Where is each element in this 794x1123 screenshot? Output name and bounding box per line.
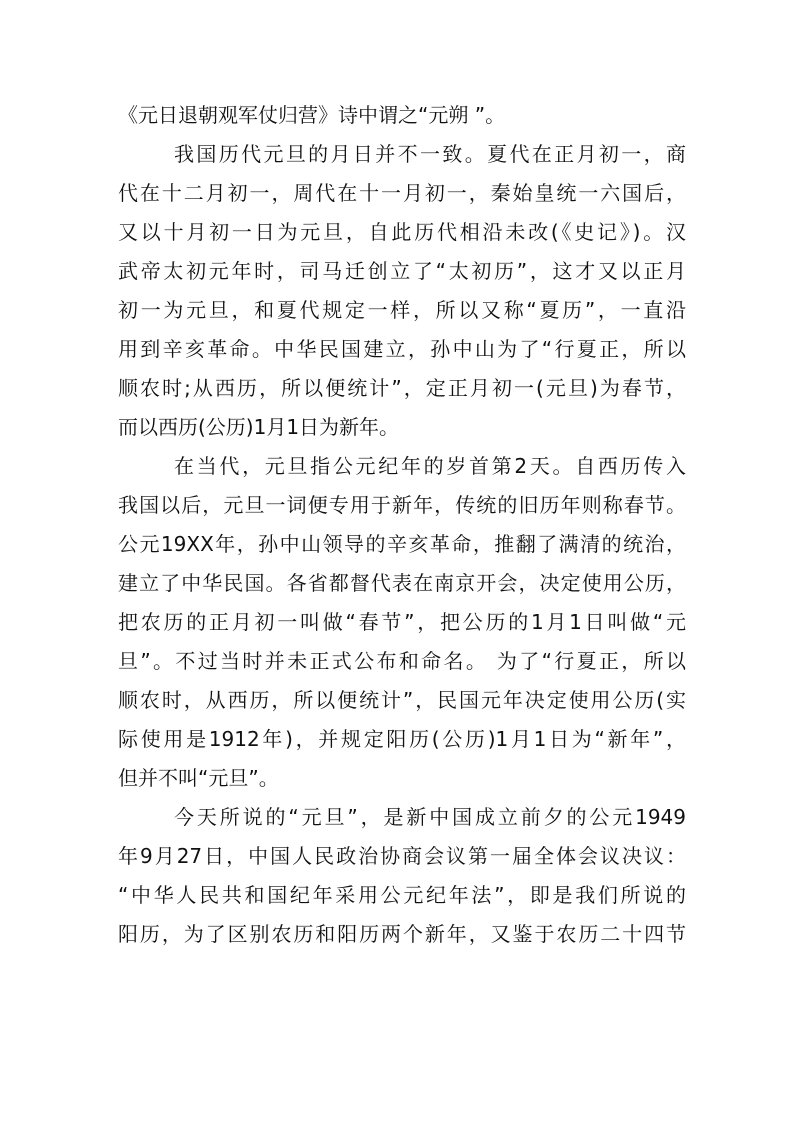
- text-line: 顺农时，从西历，所以便统计”，民国元年决定使用公历(实: [118, 688, 686, 712]
- text-line: 公元19XX年，孙中山领导的辛亥革命，推翻了满清的统治，: [118, 532, 686, 556]
- text-line: 代在十二月初一，周代在十一月初一，秦始皇统一六国后，: [118, 181, 686, 205]
- text-line: 把农历的正月初一叫做“春节”，把公历的1月1日叫做“元: [118, 610, 686, 634]
- document-body: [118, 96, 686, 954]
- text-line: 顺农时;从西历，所以便统计”，定正月初一(元旦)为春节，: [118, 376, 686, 400]
- text-line: 但并不叫“元旦”。: [118, 766, 279, 790]
- text-line: 际使用是1912年)，并规定阳历(公历)1月1日为“新年”，: [118, 727, 686, 751]
- text-line: 旦”。不过当时并未正式公布和命名。 为了“行夏正，所以: [118, 649, 686, 673]
- text-line: “中华人民共和国纪年采用公元纪年法”，即是我们所说的: [118, 883, 686, 907]
- text-line: 我国以后，元旦一词便专用于新年，传统的旧历年则称春节。: [118, 493, 686, 517]
- text-line: 而以西历(公历)1月1日为新年。: [118, 415, 400, 439]
- text-line: 用到辛亥革命。中华民国建立，孙中山为了“行夏正，所以: [118, 337, 686, 361]
- text-line: 我国历代元旦的月日并不一致。夏代在正月初一，商: [174, 142, 686, 166]
- text-line: 建立了中华民国。各省都督代表在南京开会，决定使用公历，: [118, 571, 686, 595]
- text-line: 又以十月初一日为元旦，自此历代相沿未改(《史记》)。汉: [118, 220, 686, 244]
- text-line: 《元日退朝观军仗归营》诗中谓之“元朔 ”。: [118, 103, 506, 127]
- text-line: 初一为元旦，和夏代规定一样，所以又称“夏历”，一直沿: [118, 298, 686, 322]
- text-line: 今天所说的“元旦”，是新中国成立前夕的公元1949: [174, 805, 686, 829]
- text-line: 阳历，为了区别农历和阳历两个新年，又鉴于农历二十四节: [118, 922, 686, 946]
- text-line: 在当代，元旦指公元纪年的岁首第2天。自西历传入: [174, 454, 686, 478]
- text-line: 武帝太初元年时，司马迁创立了“太初历”，这才又以正月: [118, 259, 686, 283]
- text-line: 年9月27日，中国人民政治协商会议第一届全体会议决议：: [118, 844, 686, 868]
